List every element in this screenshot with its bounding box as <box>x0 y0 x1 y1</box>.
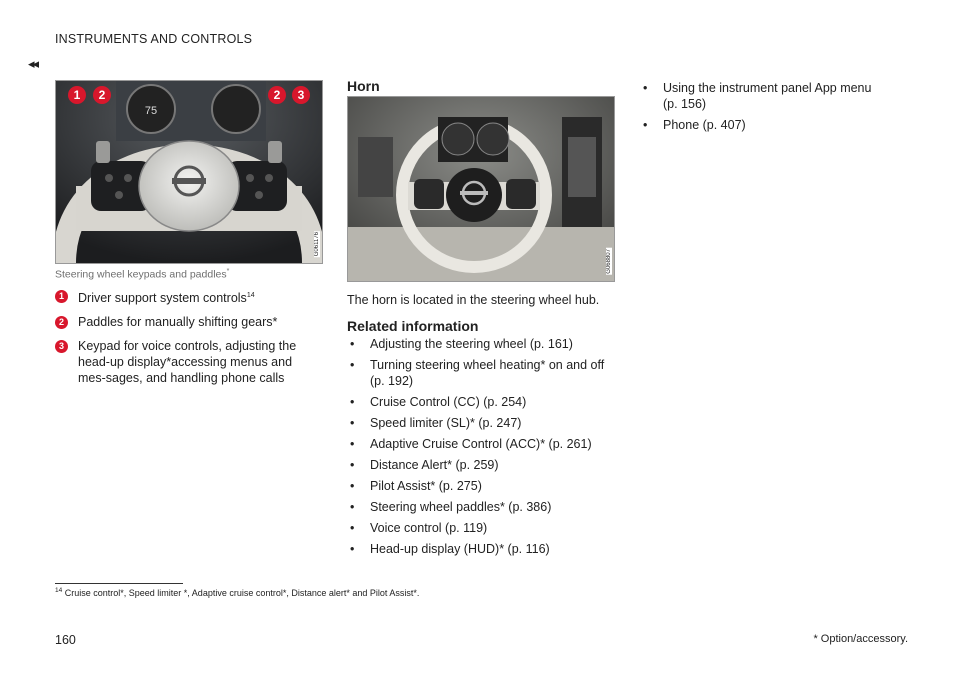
legend-number-badge: 2 <box>55 316 68 329</box>
horn-steering-wheel-illustration <box>348 97 614 281</box>
bullet: • <box>350 416 355 430</box>
related-link-text[interactable]: Phone (p. 407) <box>663 118 746 132</box>
related-link[interactable] <box>640 80 880 112</box>
option-accessory-note: * Option/accessory. <box>813 633 908 645</box>
image-id-label: G068807 <box>606 249 612 274</box>
legend-item <box>55 288 320 306</box>
steering-wheel-keypads-figure <box>55 80 323 264</box>
legend-item-text: Driver support system controls <box>78 291 247 306</box>
related-link[interactable] <box>347 436 609 452</box>
related-link[interactable] <box>347 499 609 515</box>
related-link-text[interactable]: Pilot Assist* (p. 275) <box>370 479 482 493</box>
figure-caption <box>55 268 229 281</box>
related-link-text[interactable]: Turning steering wheel heating* on and off (p. 192) <box>370 358 605 388</box>
legend-number-badge: 1 <box>55 290 68 303</box>
legend-item <box>55 314 320 330</box>
footnote-divider <box>55 583 183 584</box>
related-link-text[interactable]: Adaptive Cruise Control (ACC)* (p. 261) <box>370 437 592 451</box>
related-link-text[interactable]: Adjusting the steering wheel (p. 161) <box>370 337 573 351</box>
footnote-ref[interactable]: 14 <box>246 292 255 299</box>
related-link[interactable] <box>347 520 609 536</box>
related-link-text[interactable]: Voice control (p. 119) <box>370 521 488 535</box>
horn-figure <box>347 96 615 282</box>
figure-caption-asterisk: * <box>226 268 230 275</box>
related-link[interactable] <box>640 117 880 133</box>
horn-body-text: The horn is located in the steering wheel hub. <box>347 293 600 307</box>
related-information-heading: Related information <box>347 318 479 334</box>
footnote-text: Cruise control*, Speed limiter *, Adaptive cruise control*, Distance alert* and Pilot Assist*. <box>64 588 420 598</box>
bullet: • <box>643 118 648 132</box>
related-link-text[interactable]: Speed limiter (SL)* (p. 247) <box>370 416 522 430</box>
related-link[interactable] <box>347 478 609 494</box>
back-arrows-icon[interactable]: ◂◂ <box>28 56 38 71</box>
horn-heading: Horn <box>347 78 380 94</box>
legend-item-text: Paddles for manually shifting gears* <box>78 315 278 330</box>
related-links-list <box>347 336 609 562</box>
footnote-number: 14 <box>55 587 63 594</box>
bullet: • <box>350 500 355 514</box>
callout-badge: 2 <box>268 86 286 104</box>
bullet: • <box>350 437 355 451</box>
bullet: • <box>350 358 355 372</box>
image-id-label: G061176 <box>314 231 320 256</box>
bullet: • <box>350 521 355 535</box>
related-link[interactable] <box>347 457 609 473</box>
bullet: • <box>643 81 648 95</box>
speed-readout: 75 <box>144 105 158 117</box>
related-link-text[interactable]: Cruise Control (CC) (p. 254) <box>370 395 527 409</box>
bullet: • <box>350 395 355 409</box>
related-link[interactable] <box>347 541 609 557</box>
related-link-text[interactable]: Distance Alert* (p. 259) <box>370 458 499 472</box>
bullet: • <box>350 337 355 351</box>
legend-item-text: Keypad for voice controls, adjusting the head-up display*accessing menus and mes-sages, and handling phone calls <box>78 339 297 386</box>
legend-item <box>55 338 320 386</box>
related-link[interactable] <box>347 357 609 389</box>
related-link-text[interactable]: Using the instrument panel App menu (p. 156) <box>663 81 872 111</box>
page-number: 160 <box>55 633 76 647</box>
related-link[interactable] <box>347 415 609 431</box>
bullet: • <box>350 479 355 493</box>
figure-caption-text: Steering wheel keypads and paddles <box>55 268 227 281</box>
related-link-text[interactable]: Head-up display (HUD)* (p. 116) <box>370 542 550 556</box>
callout-badge: 2 <box>93 86 111 104</box>
footnote <box>55 587 419 598</box>
callout-badge: 1 <box>68 86 86 104</box>
section-header: INSTRUMENTS AND CONTROLS <box>55 32 253 46</box>
related-links-list-continued <box>640 80 880 138</box>
numbered-legend-list <box>55 288 320 394</box>
bullet: • <box>350 542 355 556</box>
related-link-text[interactable]: Steering wheel paddles* (p. 386) <box>370 500 552 514</box>
related-link[interactable] <box>347 336 609 352</box>
legend-number-badge: 3 <box>55 340 68 353</box>
callout-badge: 3 <box>292 86 310 104</box>
steering-wheel-illustration <box>56 81 322 263</box>
bullet: • <box>350 458 355 472</box>
related-link[interactable] <box>347 394 609 410</box>
